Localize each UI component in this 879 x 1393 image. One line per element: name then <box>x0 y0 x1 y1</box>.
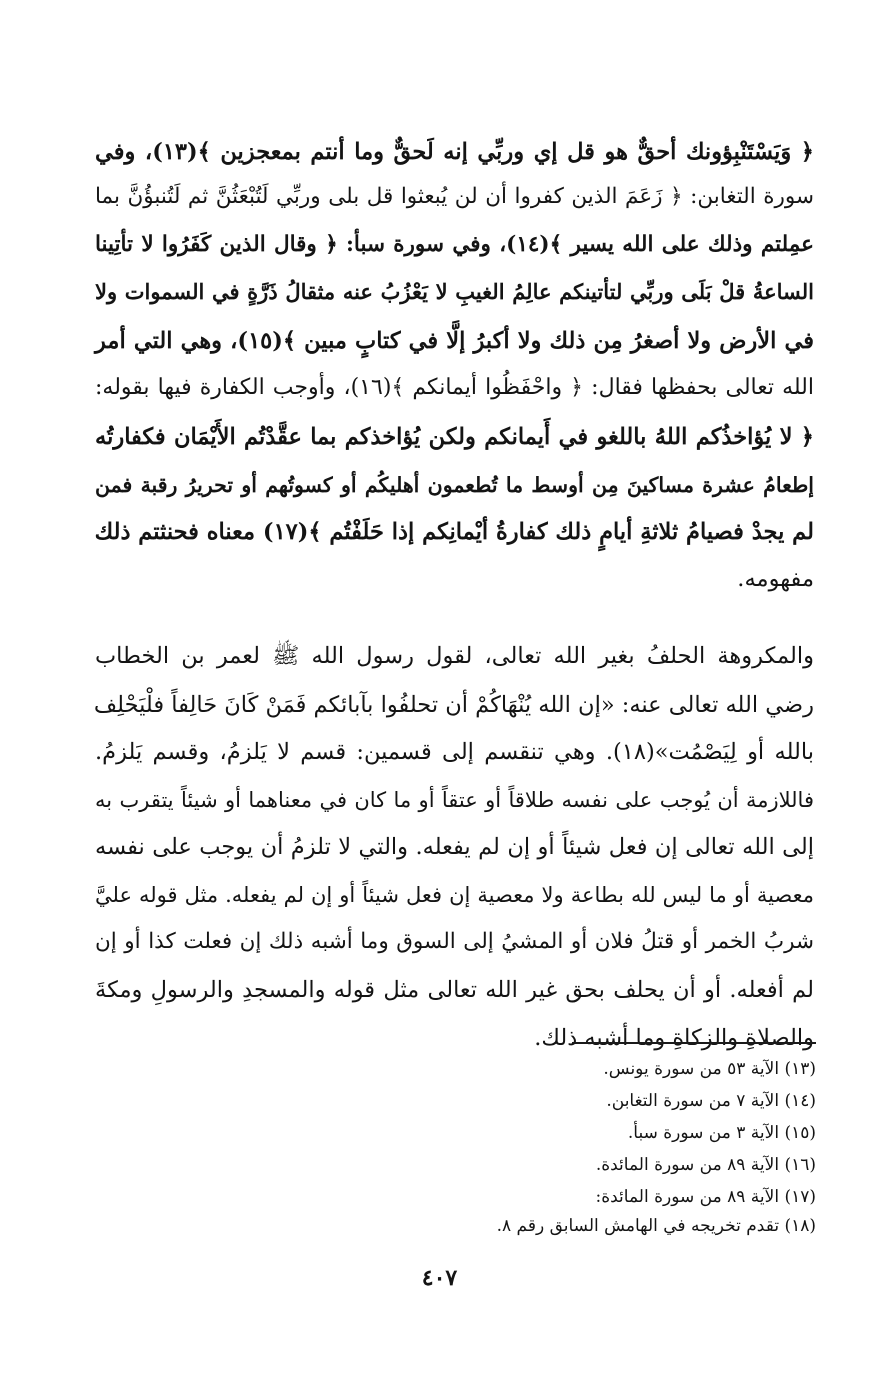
footnote-13: (١٣) الآية ٥٣ من سورة يونس. <box>603 1059 816 1079</box>
text-line: معصية أو ما ليس لله بطاعة ولا معصية إن فعل شيئاً أو إن لم يفعله. مثل قوله عليَّ <box>95 883 814 907</box>
footnote-separator <box>572 1042 816 1044</box>
text-line: لم أفعله. أو أن يحلف بحق غير الله تعالى مثل قوله والمسجدِ والرسولِ ومكةَ <box>95 977 814 1003</box>
text-line: رضي الله تعالى عنه: «إن الله يُنْهَاكُمْ أن تحلفُوا بآبائكم فَمَنْ كَانَ حَالِفاً فلْيَحْلِف <box>93 692 814 718</box>
text-line: بالله أو لِيَصْمُت»(١٨). وهي تنقسم إلى قسمين: قسم لا يَلزمُ، وقسم يَلزمُ. <box>95 739 814 765</box>
text-line: ﴿ لا يُؤاخذُكم اللهُ باللغو في أَيمانكم ولكن يُؤاخذكم بما عقَّدْتُم الأَيْمَان فكفارتُه <box>95 424 814 450</box>
text-line: لم يجدْ فصيامُ ثلاثةِ أيامٍ ذلك كفارةُ أيْمانِكم إذا حَلَفْتُم ﴾(١٧) معناه فحنثتم ذلك <box>94 519 814 545</box>
text-line: ﴿ وَيَسْتَنْبِؤونك أحقٌّ هو قل إي وربِّي إنه لَحقٌّ وما أنتم بمعجزين ﴾(١٣)، وفي <box>95 139 814 165</box>
footnote-14: (١٤) الآية ٧ من سورة التغابن. <box>606 1091 816 1111</box>
text-line: شربُ الخمر أو قتلُ فلان أو المشيُ إلى السوق وما أشبه ذلك إن فعلت كذا أو إن <box>95 929 814 954</box>
footnote-17: (١٧) الآية ٨٩ من سورة المائدة: <box>595 1187 816 1207</box>
text-line: والصلاةِ والزكاةِ وما أشبه ذلك. <box>534 1025 814 1051</box>
text-line: عمِلتم وذلك على الله يسير ﴾(١٤)، وفي سورة سبأ: ﴿ وقال الذين كَفَرُوا لا تأتِينا <box>95 232 815 257</box>
text-line: الله تعالى بحفظها فقال: ﴿ واحْفَظُوا أيمانكم ﴾(١٦)، وأوجب الكفارة فيها بقوله: <box>95 375 814 400</box>
footnote-16: (١٦) الآية ٨٩ من سورة المائدة. <box>595 1155 816 1175</box>
text-line: والمكروهة الحلفُ بغير الله تعالى، لقول رسول الله ﷺ لعمر بن الخطاب <box>95 643 814 669</box>
footnote-15: (١٥) الآية ٣ من سورة سبأ. <box>627 1123 816 1143</box>
text-line: مفهومه. <box>737 566 814 592</box>
text-line: إطعامُ عشرة مساكينَ مِن أوسط ما تُطعمون أهليكُم أو كسوتُهم أو تحريرُ رقبة فمن <box>95 473 814 497</box>
text-line: إلى الله تعالى إن فعل شيئاً أو إن لم يفعله. والتي لا تلزمُ أن يوجب على نفسه <box>95 834 814 860</box>
footnote-18: (١٨) تقدم تخريجه في الهامش السابق رقم ٨. <box>496 1216 816 1236</box>
text-line: في الأرض ولا أصغرُ مِن ذلك ولا أكبرُ إلَّا في كتابٍ مبين ﴾(١٥)، وهي التي أمر <box>95 328 814 354</box>
text-line: الساعةُ قلْ بَلَى وربِّي لتأتينكم عالِمُ الغيبِ لا يَعْزُبُ عنه مثقالُ ذَرَّةٍ في السموات ولا <box>95 279 814 304</box>
page-number: ٤٠٧ <box>421 1265 458 1291</box>
text-line: سورة التغابن: ﴿ زَعَمَ الذين كفروا أن لن يُبعثوا قل بلى وربِّي لَتُبْعَثُنَّ ثم لَتُنبؤُنَّ بما <box>95 184 814 209</box>
text-line: فاللازمة أن يُوجب على نفسه طلاقاً أو عتقاً أو ما كان في معناهما أو شيئاً يتقرب به <box>95 788 814 812</box>
